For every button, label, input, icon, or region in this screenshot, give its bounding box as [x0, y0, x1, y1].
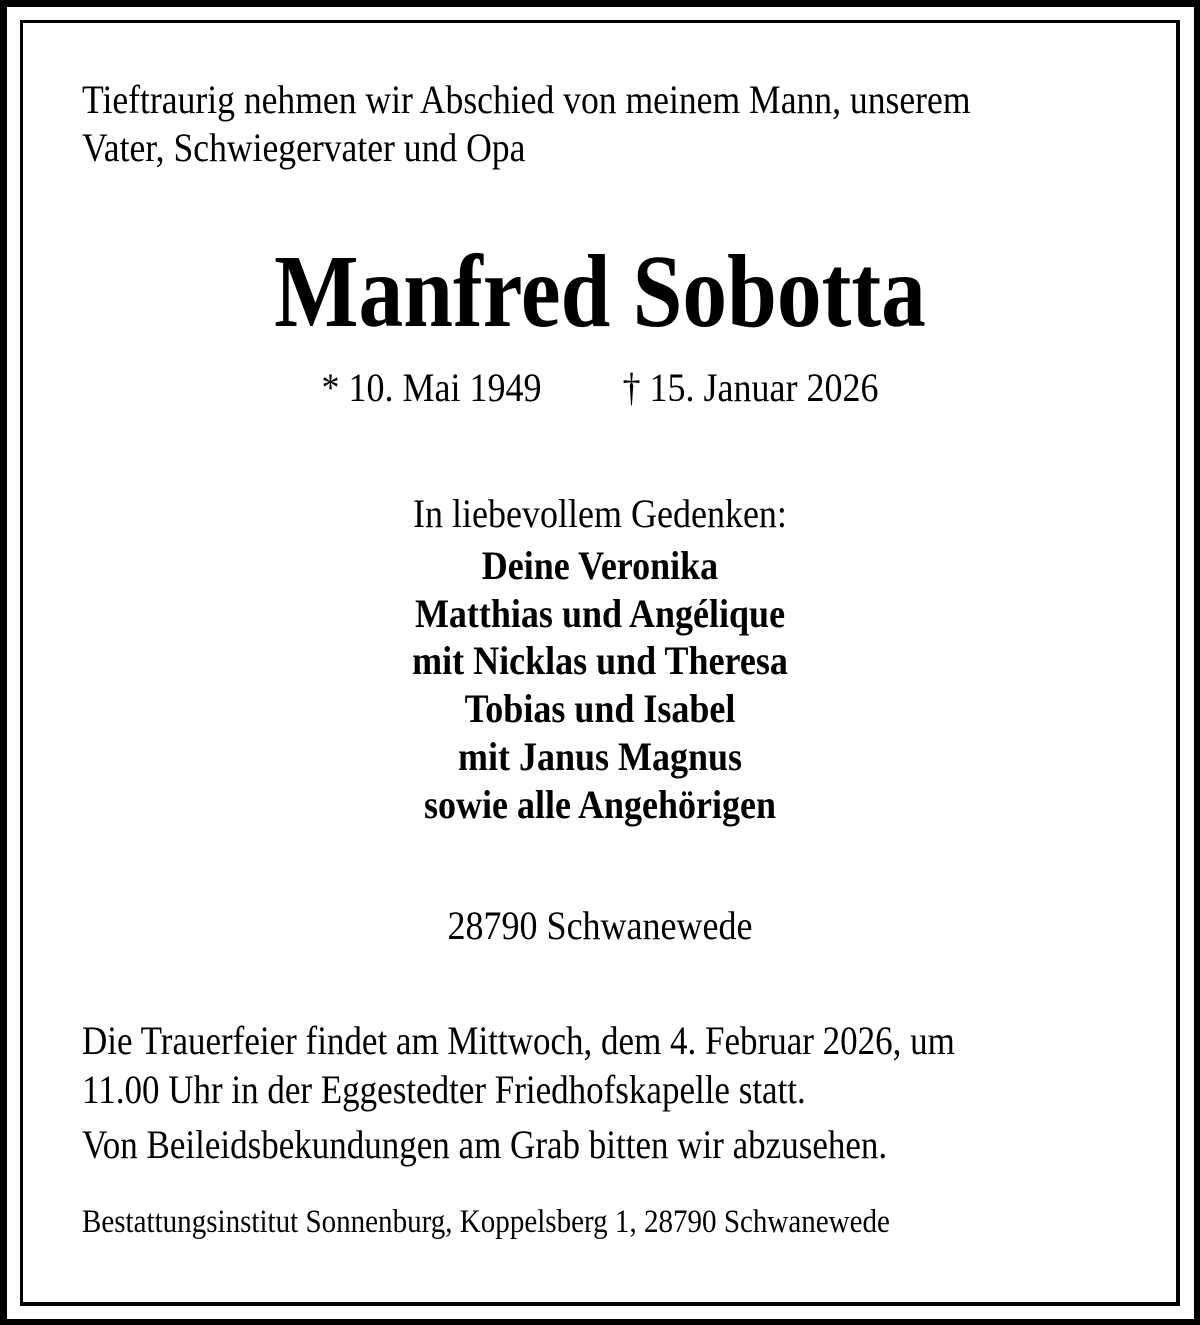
mourner-line: Matthias und Angélique [414, 591, 786, 636]
intro-line-2: Vater, Schwiegervater und Opa [82, 125, 526, 170]
mourner-line: Deine Veronika [481, 543, 719, 588]
service-line-1: Die Trauerfeier findet am Mittwoch, dem 4. Februar 2026, um [82, 1018, 955, 1063]
deceased-name: Manfred Sobotta [274, 234, 926, 349]
death-cross-icon: † [622, 365, 641, 410]
mourner-line: sowie alle Angehörigen [424, 782, 776, 827]
mourner-line: mit Nicklas und Theresa [412, 638, 788, 683]
service-line-2: 11.00 Uhr in der Eggestedter Friedhofskapelle statt. [82, 1067, 806, 1112]
condolence-note: Von Beileidsbekundungen am Grab bitten wir abzusehen. [82, 1122, 888, 1167]
intro-line-1: Tieftraurig nehmen wir Abschied von meinem Mann, unserem [82, 77, 971, 122]
birth-symbol: * [321, 365, 340, 410]
death-date: 15. Januar 2026 [649, 365, 879, 410]
birth-date: 10. Mai 1949 [348, 365, 542, 410]
mourner-line: Tobias und Isabel [464, 686, 736, 731]
location: 28790 Schwanewede [447, 903, 753, 948]
life-dates [321, 365, 879, 410]
mourner-line: mit Janus Magnus [457, 734, 743, 779]
funeral-home: Bestattungsinstitut Sonnenburg, Koppelsberg 1, 28790 Schwanewede [82, 1204, 890, 1240]
memorial-label: In liebevollem Gedenken: [413, 491, 787, 536]
